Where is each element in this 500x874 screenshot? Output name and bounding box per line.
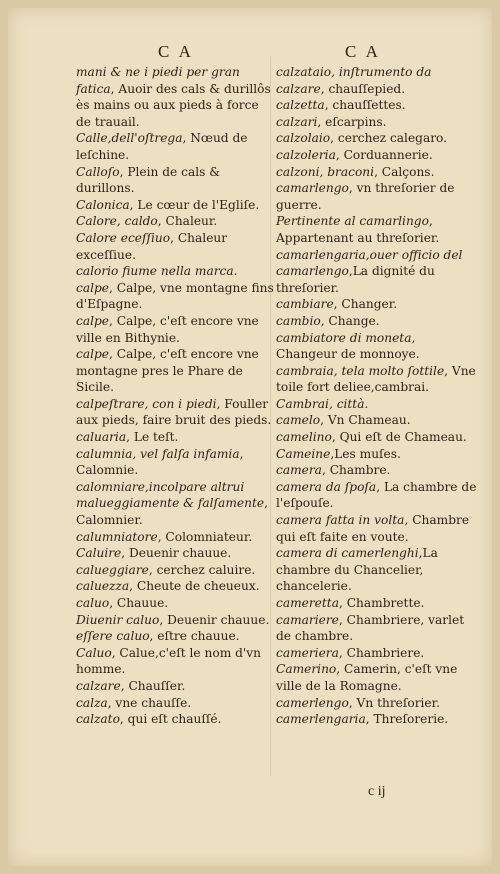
entry-headword: camera da ſpoſa: [276, 479, 377, 494]
dictionary-entry: [76, 213, 276, 230]
dictionary-entry: [276, 296, 478, 313]
entry-headword: cambiatore di moneta: [276, 330, 412, 345]
entry-headword: camarlengo: [276, 181, 349, 196]
entry-definition: , Corduannerie.: [335, 147, 433, 162]
entry-headword: calpeſtrare, con i piedi: [76, 396, 217, 411]
dictionary-entry: [276, 661, 478, 694]
entry-headword: calpe: [76, 347, 110, 362]
entry-definition: , Calomnier.: [76, 496, 268, 528]
dictionary-entry: [276, 545, 478, 595]
running-head-left: C A: [158, 42, 194, 61]
dictionary-entry: [76, 711, 276, 728]
entry-definition: , La chambre de l'eſpouſe.: [276, 479, 477, 511]
entry-headword: Caluo: [76, 645, 112, 660]
dictionary-entry: [276, 695, 478, 712]
entry-definition: , Changer.: [333, 297, 398, 312]
entry-definition: , chauſſepied.: [320, 81, 406, 96]
entry-headword: cameretta: [276, 596, 339, 610]
entry-headword: Caluire: [76, 546, 122, 561]
dictionary-entry: [276, 479, 478, 512]
entry-headword: calumnia, vel falſa infamia: [76, 446, 240, 461]
dictionary-entry: [276, 462, 478, 479]
dictionary-entry: [276, 363, 478, 396]
entry-definition: , Chauſſer.: [120, 678, 186, 693]
entry-definition: , Plein de cals & durillons.: [76, 164, 221, 196]
entry-definition: , Calçons.: [374, 164, 435, 179]
entry-headword: Diuenir caluo: [76, 612, 160, 627]
entry-definition: , Vn Chameau.: [320, 413, 411, 428]
dictionary-entry: [276, 645, 478, 662]
dictionary-entry: [276, 711, 478, 728]
entry-definition: , vne chauſſe.: [107, 695, 192, 710]
entry-headword: calzoni, braconi: [276, 164, 375, 179]
dictionary-entry: [76, 280, 276, 313]
entry-definition: , Vn threſorier.: [348, 695, 440, 710]
entry-headword: Calore eceſſiuo: [76, 230, 171, 245]
entry-definition: , Chauue.: [109, 596, 169, 610]
dictionary-entry: [276, 130, 478, 147]
dictionary-entry: [76, 612, 276, 629]
entry-headword: calzetta: [276, 98, 325, 113]
dictionary-entry: [76, 64, 276, 130]
entry-headword: Cameine: [276, 446, 331, 461]
entry-headword: caluo: [76, 596, 110, 610]
entry-definition: , Qui eſt de Chameau.: [331, 430, 467, 445]
entry-definition: , vn threſorier de guerre.: [276, 181, 455, 212]
entry-headword: camariere: [276, 612, 339, 627]
right-column: [276, 64, 478, 728]
entry-definition: , Nœud de leſchine.: [76, 131, 248, 162]
dictionary-entry: [76, 578, 276, 595]
dictionary-entry: [76, 595, 276, 612]
entry-definition: , Cheute de cheueux.: [129, 579, 260, 594]
entry-headword: calpe: [76, 280, 110, 295]
entry-headword: cameriera: [276, 645, 339, 660]
dictionary-entry: [76, 346, 276, 396]
entry-headword: calza: [76, 695, 108, 710]
entry-definition: , Threſorerie.: [365, 712, 449, 727]
entry-definition: , Calpe, vne montagne fins d'Eſpagne.: [76, 280, 274, 312]
dictionary-entry: [276, 612, 478, 645]
dictionary-entry: [76, 446, 276, 479]
dictionary-entry: [276, 213, 478, 246]
dictionary-entry: [76, 164, 276, 197]
dictionary-entry: [276, 164, 478, 181]
entry-headword: mani & ne i piedi per gran fatica: [76, 65, 240, 96]
entry-headword: Calle,dell'oſtrega: [76, 131, 183, 146]
entry-definition: , Fouller aux pieds, faire bruit des pieds.: [76, 396, 272, 428]
entry-headword: calueggiare: [76, 562, 149, 577]
dictionary-entry: [76, 130, 276, 163]
dictionary-entry: [276, 396, 478, 413]
entry-definition: , Auoir des cals & durillôs ès mains ou aux pieds à force de trauail.: [76, 81, 271, 129]
dictionary-entry: [76, 479, 276, 529]
entry-definition: ,La dignité du threſorier.: [276, 264, 435, 295]
dictionary-entry: [76, 545, 276, 562]
entry-definition: , Change.: [320, 313, 380, 328]
entry-headword: calzari: [276, 114, 318, 129]
entry-definition: , Calpe, c'eſt encore vne montagne pres le Phare de Sicile.: [76, 347, 259, 395]
entry-definition: , Calpe, c'eſt encore vne ville en Bithynie.: [76, 313, 259, 345]
dictionary-entry: [76, 313, 276, 346]
entry-definition: , chauſſettes.: [324, 98, 406, 113]
dictionary-entry: [276, 512, 478, 545]
entry-definition: , cerchez caluire.: [148, 562, 256, 577]
entry-definition: , Appartenant au threſorier.: [276, 214, 440, 245]
entry-headword: Camerino: [276, 662, 337, 677]
entry-headword: eſſere caluo: [76, 629, 150, 644]
entry-headword: caluezza: [76, 579, 130, 594]
dictionary-entry: [276, 147, 478, 164]
entry-definition: , Camerin, c'eſt vne ville de la Romagne.: [276, 662, 458, 693]
entry-headword: camerlengaria: [276, 712, 366, 727]
entry-definition: , Deuenir chauue.: [159, 612, 270, 627]
entry-headword: camera fatta in volta: [276, 513, 405, 528]
entry-definition: ,Les muſes.: [330, 446, 401, 461]
entry-headword: camerlengo: [276, 695, 349, 710]
entry-headword: calzataio, inſtrumento da calzare: [276, 65, 432, 96]
entry-headword: cambiare: [276, 297, 334, 312]
entry-headword: camera di camerlenghi: [276, 546, 419, 561]
entry-headword: calorio fiume nella marca.: [76, 264, 238, 279]
entry-headword: camarlengaria,ouer officio del camarlengo: [276, 247, 463, 279]
dictionary-entry: [76, 429, 276, 446]
entry-definition: ,La chambre du Chancelier, chancelerie.: [276, 546, 438, 594]
entry-definition: , Chambre qui eſt faite en voute.: [276, 513, 470, 544]
dictionary-entry: [276, 446, 478, 463]
entry-headword: calumniatore: [76, 529, 158, 544]
entry-headword: camelino: [276, 430, 332, 445]
dictionary-entry: [276, 595, 478, 612]
entry-definition: , Chambrette.: [338, 596, 425, 610]
running-head-right: C A: [345, 42, 381, 61]
entry-headword: calzolaio: [276, 131, 331, 146]
entry-definition: , eſcarpins.: [317, 114, 387, 129]
entry-definition: , Le teſt.: [126, 430, 179, 445]
entry-definition: , Le cœur de l'Egliſe.: [129, 197, 260, 212]
entry-headword: calzato: [76, 712, 120, 727]
dictionary-entry: [76, 230, 276, 263]
dictionary-entry: [276, 412, 478, 429]
dictionary-entry: [76, 628, 276, 645]
entry-headword: caluaria: [76, 430, 127, 445]
entry-headword: cambraia, tela molto ſottile: [276, 363, 445, 378]
dictionary-entry: [276, 313, 478, 330]
entry-definition: , Vne toile fort deliee,cambrai.: [276, 363, 476, 395]
entry-definition: , qui eſt chauſſé.: [119, 712, 222, 727]
dictionary-entry: [276, 114, 478, 131]
left-column: [76, 64, 276, 728]
entry-definition: , Chaleur.: [157, 214, 218, 229]
dictionary-entry: [276, 97, 478, 114]
dictionary-entry: [76, 678, 276, 695]
dictionary-entry: [76, 529, 276, 546]
dictionary-entry: [76, 562, 276, 579]
entry-headword: Calore, caldo: [76, 214, 158, 229]
dictionary-entry: [276, 64, 478, 97]
dictionary-entry: [76, 263, 276, 280]
signature-mark: c ij: [368, 784, 386, 799]
entry-definition: , Chambriere.: [338, 645, 425, 660]
entry-headword: Pertinente al camarlingo: [276, 214, 429, 229]
entry-definition: , Colomniateur.: [157, 529, 253, 544]
entry-definition: , Calomnie.: [76, 446, 244, 478]
entry-headword: Cambrai, città.: [276, 396, 369, 411]
entry-headword: camelo: [276, 413, 321, 428]
entry-headword: calomniare,incolpare altrui malueggiamente & falſamente: [76, 479, 265, 511]
book-page: [8, 8, 492, 866]
entry-definition: , Chambre.: [321, 463, 391, 478]
dictionary-entry: [76, 695, 276, 712]
dictionary-entry: [276, 247, 478, 297]
dictionary-entry: [76, 645, 276, 678]
entry-headword: Calloſo: [76, 164, 120, 179]
entry-definition: , cerchez calegaro.: [330, 131, 448, 146]
entry-headword: calzare: [76, 678, 121, 693]
dictionary-entry: [276, 429, 478, 446]
entry-definition: , eſtre chauue.: [149, 629, 240, 644]
entry-headword: cambio: [276, 313, 321, 328]
entry-headword: camera: [276, 463, 322, 478]
dictionary-entry: [276, 330, 478, 363]
entry-headword: Calonica: [76, 197, 130, 212]
dictionary-entry: [76, 396, 276, 429]
entry-headword: calpe: [76, 313, 110, 328]
entry-definition: , Chambriere, varlet de chambre.: [276, 612, 465, 644]
entry-definition: , Calue,c'eſt le nom d'vn homme.: [76, 645, 262, 677]
entry-definition: , Chaleur exceſſiue.: [76, 230, 228, 262]
dictionary-entry: [76, 197, 276, 214]
entry-headword: calzoleria: [276, 147, 336, 162]
dictionary-entry: [276, 180, 478, 213]
entry-definition: , Deuenir chauue.: [121, 546, 232, 561]
entry-definition: , Changeur de monnoye.: [276, 330, 420, 362]
